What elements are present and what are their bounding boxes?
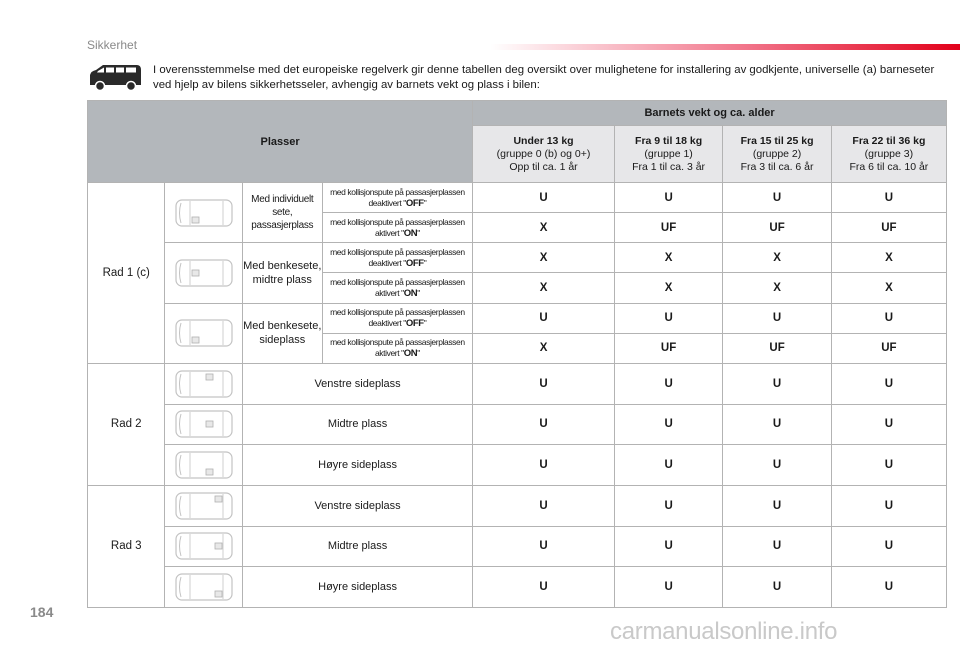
table-cell: UF	[831, 333, 946, 363]
intro-text: I overensstemmelse med det europeiske regelverk gir denne tabellen deg oversikt over mulighetene for installering av godkjente, universelle (a) barneseter ved hjelp av bilens sikkerhetsseler, avhengig av barnets vekt og plass i bilen:	[153, 64, 935, 91]
table-cell: U	[614, 567, 722, 608]
table-cell: UF	[614, 213, 722, 243]
table-cell: UF	[831, 213, 946, 243]
table-cell: U	[473, 445, 615, 486]
quote-close: "	[423, 197, 427, 208]
table-cell: U	[473, 526, 615, 567]
row-label: Rad 2	[88, 363, 165, 485]
seat-label: Høyre sideplass	[242, 445, 472, 486]
car-seat-icon	[175, 491, 233, 521]
column-weight: Under 13 kg	[513, 134, 574, 147]
column-group: (gruppe 3)	[864, 147, 914, 160]
column-header	[614, 126, 722, 183]
table-cell: X	[473, 333, 615, 363]
table-cell: X	[614, 243, 722, 273]
section-title: Sikkerhet	[87, 38, 138, 52]
table-cell: X	[723, 243, 831, 273]
quote-close: "	[417, 288, 420, 299]
table-cell: U	[614, 183, 722, 213]
airbag-off-condition	[322, 243, 473, 273]
car-seat-diagram	[165, 445, 242, 486]
car-seat-icon	[175, 409, 233, 439]
car-seat-diagram	[165, 567, 242, 608]
table-cell: U	[614, 303, 722, 333]
car-seat-diagram	[165, 363, 242, 404]
car-seat-icon	[175, 258, 233, 288]
table-cell: U	[723, 303, 831, 333]
table-cell: UF	[614, 333, 722, 363]
table-cell: X	[831, 273, 946, 303]
airbag-on-text: med kollisjonspute på passasjerplassen aktivert "	[330, 216, 465, 238]
column-group: (gruppe 0 (b) og 0+)	[496, 147, 591, 160]
column-group: (gruppe 2)	[752, 147, 802, 160]
group-header: Barnets vekt og ca. alder	[473, 101, 947, 126]
on-word: ON	[403, 227, 418, 239]
table-cell: X	[614, 273, 722, 303]
table-cell: X	[723, 273, 831, 303]
car-seat-diagram	[165, 243, 242, 303]
airbag-on-condition	[322, 273, 473, 303]
airbag-on-condition	[322, 333, 473, 363]
car-seat-diagram	[165, 526, 242, 567]
column-header	[831, 126, 946, 183]
table-row	[88, 363, 947, 404]
table-cell: UF	[723, 213, 831, 243]
seat-label: Høyre sideplass	[242, 567, 472, 608]
column-age: Fra 6 til ca. 10 år	[849, 160, 929, 173]
table-cell: U	[473, 363, 615, 404]
car-seat-diagram	[165, 183, 242, 243]
table-row	[88, 303, 947, 333]
airbag-off-condition	[322, 183, 473, 213]
table-cell: U	[723, 526, 831, 567]
seat-label: Venstre sideplass	[242, 485, 472, 526]
quote-close: "	[423, 257, 427, 268]
page-number: 184	[30, 604, 54, 620]
airbag-off-text: med kollisjonspute på passasjerplassen deaktivert "	[330, 246, 465, 268]
airbag-off-text: med kollisjonspute på passasjerplassen deaktivert "	[330, 307, 465, 329]
table-cell: U	[831, 404, 946, 445]
airbag-off-text: med kollisjonspute på passasjerplassen deaktivert "	[330, 186, 465, 208]
table-cell: U	[473, 183, 615, 213]
table-cell: U	[831, 363, 946, 404]
column-weight: Fra 22 til 36 kg	[852, 134, 926, 147]
car-seat-icon	[175, 318, 233, 348]
car-seat-icon	[175, 531, 233, 561]
column-group: (gruppe 1)	[644, 147, 693, 160]
row-label: Rad 1 (c)	[88, 183, 165, 364]
column-age: Fra 1 til ca. 3 år	[632, 160, 706, 173]
van-icon	[87, 61, 143, 93]
table-cell: U	[614, 485, 722, 526]
table-cell: X	[473, 213, 615, 243]
off-word: OFF	[405, 318, 424, 330]
row-label: Rad 3	[88, 485, 165, 607]
airbag-on-text: med kollisjonspute på passasjerplassen aktivert "	[330, 277, 465, 299]
table-cell: X	[473, 273, 615, 303]
table-cell: U	[723, 445, 831, 486]
table-row	[88, 526, 947, 567]
table-row	[88, 485, 947, 526]
table-cell: U	[723, 567, 831, 608]
car-seat-icon	[175, 369, 233, 399]
table-cell: U	[614, 445, 722, 486]
quote-close: "	[417, 348, 420, 359]
child-seat-table	[87, 100, 947, 608]
table-cell: U	[473, 404, 615, 445]
column-weight: Fra 15 til 25 kg	[740, 134, 814, 147]
car-seat-diagram	[165, 404, 242, 445]
car-seat-icon	[175, 450, 233, 480]
table-row	[88, 404, 947, 445]
table-cell: U	[723, 404, 831, 445]
seat-label: Med benkesete, midtre plass	[242, 243, 322, 303]
table-row	[88, 445, 947, 486]
table-cell: U	[831, 183, 946, 213]
column-header	[723, 126, 831, 183]
off-word: OFF	[405, 197, 424, 209]
table-cell: U	[614, 526, 722, 567]
column-age: Opp til ca. 1 år	[509, 160, 578, 173]
table-cell: U	[614, 404, 722, 445]
seat-label: Midtre plass	[242, 404, 472, 445]
seat-label: Med benkesete, sideplass	[242, 303, 322, 363]
quote-close: "	[417, 227, 420, 238]
seat-label: Midtre plass	[242, 526, 472, 567]
table-row	[88, 567, 947, 608]
column-header	[473, 126, 615, 183]
table-cell: X	[473, 243, 615, 273]
table-cell: U	[831, 485, 946, 526]
table-cell: U	[831, 526, 946, 567]
car-seat-icon	[175, 572, 233, 602]
watermark: carmanualsonline.info	[610, 618, 838, 645]
car-seat-icon	[175, 198, 233, 228]
header-accent-bar	[490, 44, 960, 50]
quote-close: "	[423, 318, 427, 329]
table-cell: U	[473, 485, 615, 526]
table-cell: U	[614, 363, 722, 404]
table-cell: U	[831, 303, 946, 333]
column-age: Fra 3 til ca. 6 år	[740, 160, 814, 173]
table-cell: U	[723, 485, 831, 526]
column-weight: Fra 9 til 18 kg	[635, 134, 703, 147]
table-cell: U	[831, 567, 946, 608]
table-cell: U	[473, 303, 615, 333]
off-word: OFF	[405, 257, 424, 269]
table-cell: X	[831, 243, 946, 273]
seat-label: Venstre sideplass	[242, 363, 472, 404]
car-seat-diagram	[165, 303, 242, 363]
seat-label: Med individuelt sete, passasjerplass	[242, 183, 322, 243]
table-row	[88, 183, 947, 213]
table-row	[88, 243, 947, 273]
table-cell: U	[723, 363, 831, 404]
table-cell: UF	[723, 333, 831, 363]
airbag-on-text: med kollisjonspute på passasjerplassen aktivert "	[330, 337, 465, 359]
table-cell: U	[473, 567, 615, 608]
places-header: Plasser	[88, 101, 473, 183]
airbag-on-condition	[322, 213, 473, 243]
car-seat-diagram	[165, 485, 242, 526]
on-word: ON	[403, 348, 418, 360]
table-cell: U	[723, 183, 831, 213]
airbag-off-condition	[322, 303, 473, 333]
table-cell: U	[831, 445, 946, 486]
on-word: ON	[403, 288, 418, 300]
